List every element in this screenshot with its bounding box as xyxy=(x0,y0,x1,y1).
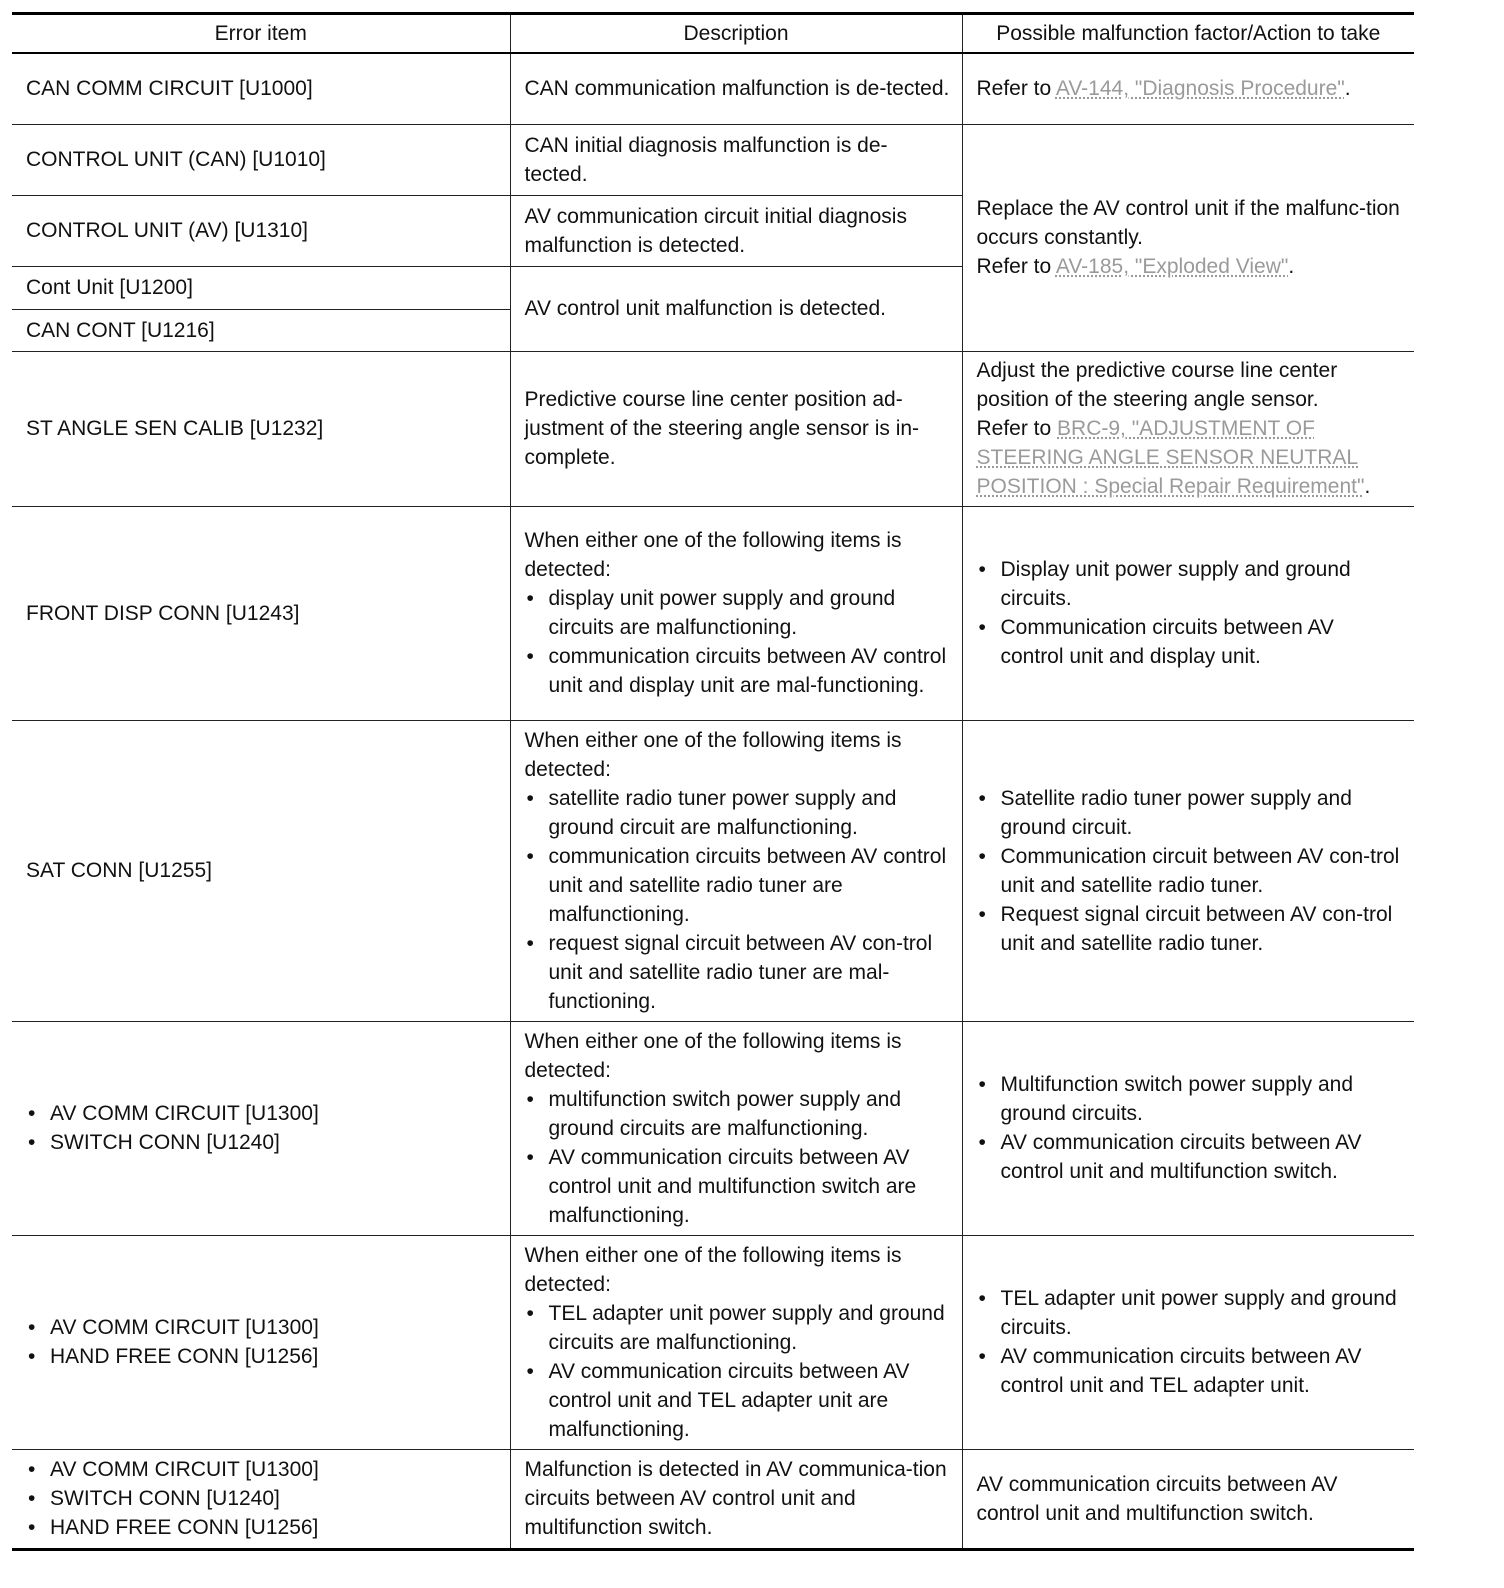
description-cell xyxy=(510,720,962,1021)
list-item: • Request signal circuit between AV con-trol unit and satellite radio tuner. xyxy=(977,900,1403,958)
error-item-cell xyxy=(12,1021,510,1235)
action-cell xyxy=(962,506,1414,720)
description-intro: When either one of the following items is detected: xyxy=(524,529,902,581)
error-item-cell: ST ANGLE SEN CALIB [U1232] xyxy=(12,351,510,506)
description-cell: AV control unit malfunction is detected. xyxy=(510,266,962,351)
list-item: • request signal circuit between AV con-trol unit and satellite radio tuner are mal-functioning. xyxy=(525,929,950,1016)
error-item-cell: CONTROL UNIT (CAN) [U1010] xyxy=(12,124,510,195)
table-row xyxy=(12,1021,1414,1235)
description-intro: When either one of the following items is detected: xyxy=(524,1029,902,1082)
description-intro: When either one of the following items is detected: xyxy=(524,1243,902,1296)
error-item-cell: CAN COMM CIRCUIT [U1000] xyxy=(12,53,510,124)
list-item: • Satellite radio tuner power supply and ground circuit. xyxy=(977,784,1403,842)
header-description: Description xyxy=(510,14,962,54)
error-item-table xyxy=(12,12,1414,1551)
list-item: • Display unit power supply and ground circuits. xyxy=(977,555,1403,613)
action-cell xyxy=(962,720,1414,1021)
description-cell xyxy=(510,506,962,720)
list-item: • AV communication circuits between AV control unit and TEL adapter unit are malfunctioning. xyxy=(525,1357,950,1444)
table-row xyxy=(12,720,1414,1021)
list-item: • Multifunction switch power supply and ground circuits. xyxy=(977,1070,1403,1128)
list-item: • AV communication circuits between AV control unit and multifunction switch are malfunctioning. xyxy=(525,1143,950,1230)
list-item: • communication circuits between AV control unit and satellite radio tuner are malfunctioning. xyxy=(525,842,950,929)
action-text: Replace the AV control unit if the malfunc-tion occurs constantly. xyxy=(976,197,1400,249)
period: . xyxy=(1344,77,1351,101)
refer-text: Refer to xyxy=(976,255,1056,278)
table-row xyxy=(12,506,1414,720)
error-item-cell xyxy=(12,1449,510,1549)
error-item-cell: CONTROL UNIT (AV) [U1310] xyxy=(12,195,510,266)
error-item-cell: FRONT DISP CONN [U1243] xyxy=(12,506,510,720)
list-item: • AV COMM CIRCUIT [U1300] xyxy=(26,1313,498,1342)
description-intro: When either one of the following items is detected: xyxy=(524,728,902,781)
error-item-list xyxy=(26,1455,498,1542)
error-item-cell xyxy=(12,1235,510,1449)
list-item: • HAND FREE CONN [U1256] xyxy=(26,1513,498,1542)
list-item: • Communication circuit between AV con-trol unit and satellite radio tuner. xyxy=(977,842,1403,900)
description-list xyxy=(525,1085,950,1230)
list-item: • SWITCH CONN [U1240] xyxy=(26,1128,498,1157)
list-item: • multifunction switch power supply and ground circuits are malfunctioning. xyxy=(525,1085,950,1143)
action-cell xyxy=(962,53,1414,124)
description-cell: Malfunction is detected in AV communica-tion circuits between AV control unit and multifunction switch. xyxy=(510,1449,962,1549)
description-cell xyxy=(510,1021,962,1235)
description-cell: CAN initial diagnosis malfunction is de-tected. xyxy=(510,124,962,195)
description-list xyxy=(525,1299,950,1444)
action-cell xyxy=(962,1235,1414,1449)
list-item: • HAND FREE CONN [U1256] xyxy=(26,1342,498,1371)
reference-link[interactable]: AV-185, "Exploded View" xyxy=(1055,255,1289,278)
list-item: • AV communication circuits between AV control unit and multifunction switch. xyxy=(977,1128,1403,1186)
table-header-row xyxy=(12,14,1414,54)
refer-text: Refer to xyxy=(976,417,1058,440)
list-item: • satellite radio tuner power supply and ground circuit are malfunctioning. xyxy=(525,784,950,842)
action-cell xyxy=(962,1021,1414,1235)
action-list xyxy=(977,1284,1403,1400)
period: . xyxy=(1364,475,1371,498)
table-row xyxy=(12,1449,1414,1549)
table-row xyxy=(12,351,1414,506)
action-list xyxy=(977,1070,1403,1186)
reference-link[interactable]: AV-144, "Diagnosis Procedure" xyxy=(1055,77,1345,101)
action-list xyxy=(977,784,1403,958)
action-cell xyxy=(962,351,1414,506)
refer-text: Refer to xyxy=(976,77,1056,101)
table-row xyxy=(12,53,1414,124)
error-item-cell: CAN CONT [U1216] xyxy=(12,309,510,351)
description-cell: Predictive course line center position ad-justment of the steering angle sensor is in-complete. xyxy=(510,351,962,506)
description-cell: CAN communication malfunction is de-tected. xyxy=(510,53,962,124)
table-row xyxy=(12,124,1414,195)
description-cell xyxy=(510,1235,962,1449)
list-item: • Communication circuits between AV control unit and display unit. xyxy=(977,613,1403,671)
reference-link[interactable]: BRC-9, "ADJUSTMENT OF STEERING ANGLE SENSOR NEUTRAL POSITION : Special Repair Requirement" xyxy=(976,417,1365,498)
header-action: Possible malfunction factor/Action to take xyxy=(962,14,1414,54)
period: . xyxy=(1288,255,1295,278)
table-row xyxy=(12,1235,1414,1449)
header-error-item: Error item xyxy=(12,14,510,54)
action-text: Adjust the predictive course line center position of the steering angle sensor. xyxy=(976,359,1338,411)
list-item: • display unit power supply and ground circuits are malfunctioning. xyxy=(525,584,950,642)
description-list xyxy=(525,784,950,1016)
list-item: • AV COMM CIRCUIT [U1300] xyxy=(26,1455,498,1484)
error-item-cell: Cont Unit [U1200] xyxy=(12,266,510,309)
action-cell-shared xyxy=(962,124,1414,351)
description-cell: AV communication circuit initial diagnosis malfunction is detected. xyxy=(510,195,962,266)
list-item: • SWITCH CONN [U1240] xyxy=(26,1484,498,1513)
list-item: • TEL adapter unit power supply and ground circuits are malfunctioning. xyxy=(525,1299,950,1357)
action-list xyxy=(977,555,1403,671)
list-item: • AV COMM CIRCUIT [U1300] xyxy=(26,1099,498,1128)
error-item-list xyxy=(26,1099,498,1157)
error-item-cell: SAT CONN [U1255] xyxy=(12,720,510,1021)
list-item: • communication circuits between AV control unit and display unit are mal-functioning. xyxy=(525,642,950,700)
error-item-list xyxy=(26,1313,498,1371)
list-item: • AV communication circuits between AV control unit and TEL adapter unit. xyxy=(977,1342,1403,1400)
action-cell: AV communication circuits between AV control unit and multifunction switch. xyxy=(962,1449,1414,1549)
list-item: • TEL adapter unit power supply and ground circuits. xyxy=(977,1284,1403,1342)
description-list xyxy=(525,584,950,700)
